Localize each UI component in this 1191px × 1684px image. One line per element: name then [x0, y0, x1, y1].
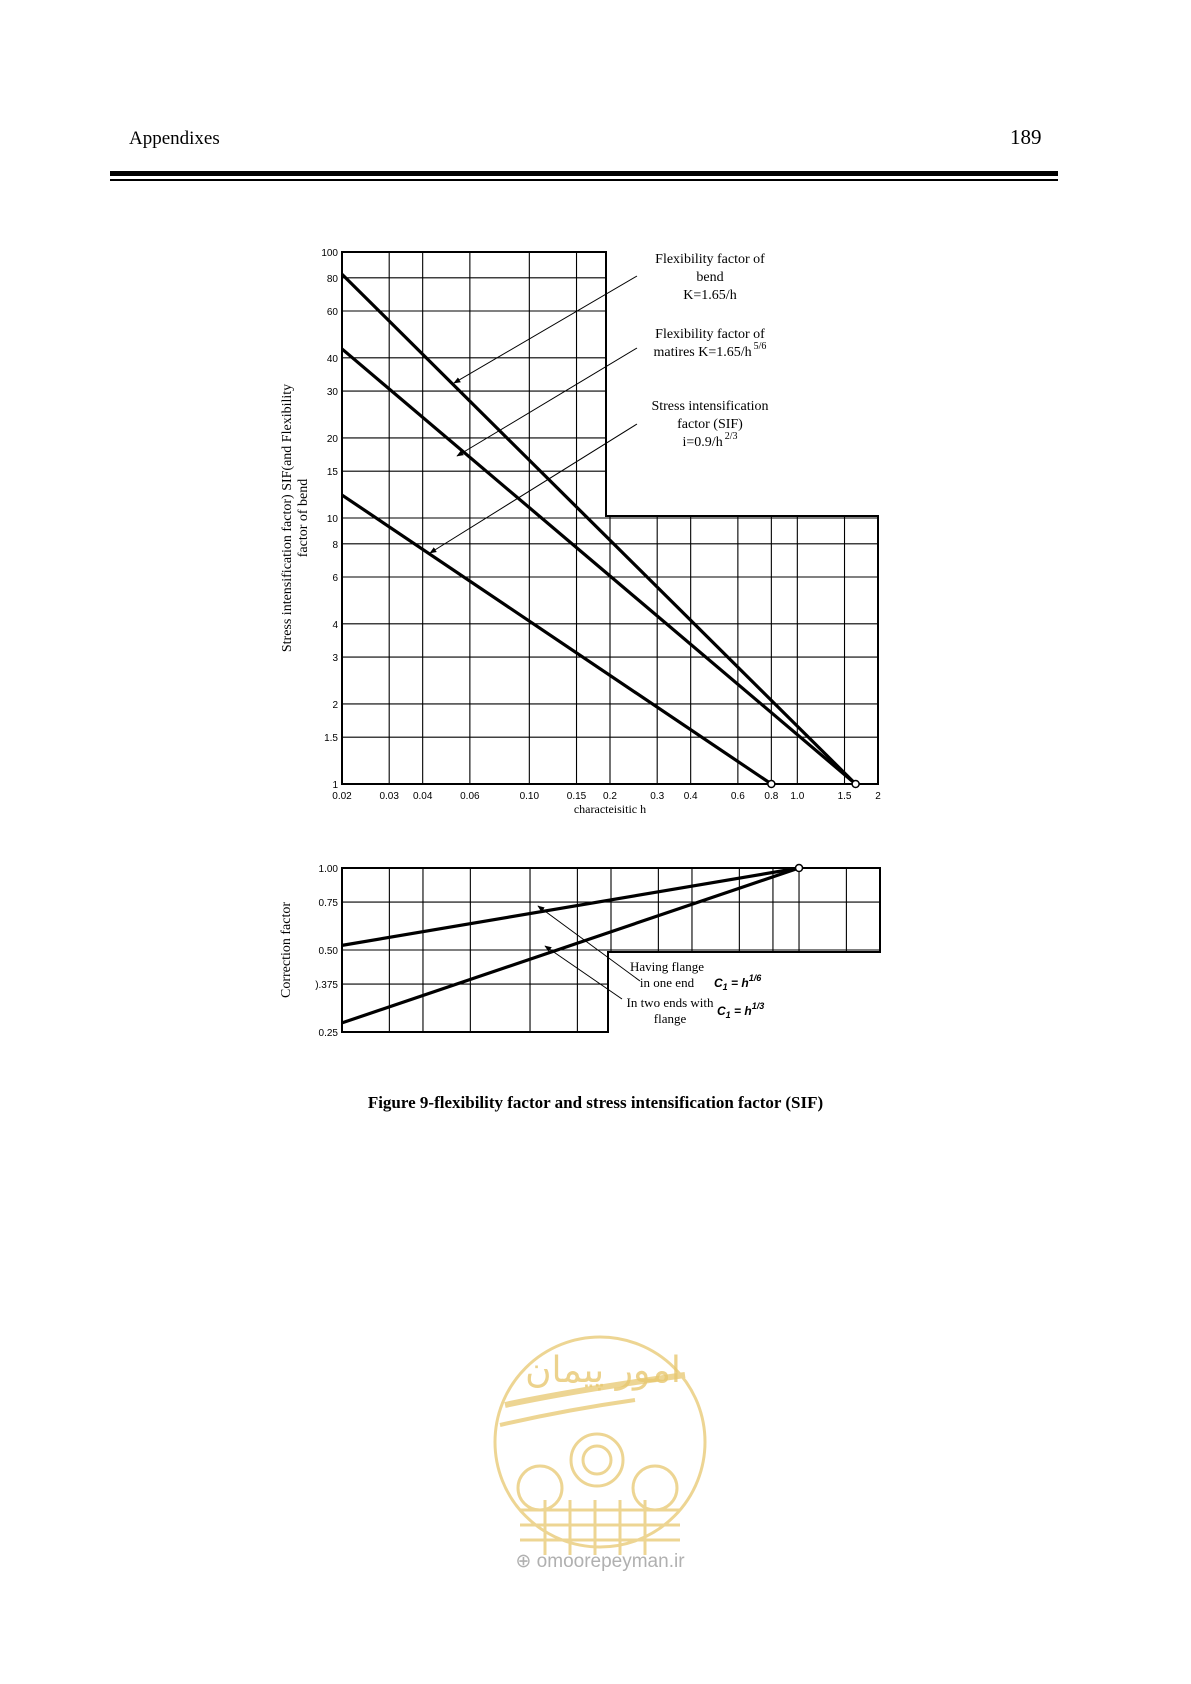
series-sif [342, 495, 771, 784]
main-grid [342, 252, 878, 784]
correction-formula: $C_1 = h^{1/6}$ [714, 973, 762, 992]
series-flange-one-end [342, 868, 799, 945]
main-annotation-arrow [457, 348, 637, 456]
main-x-tick-label: 1.0 [790, 791, 805, 802]
main-annotation [454, 252, 765, 383]
main-y-tick-label: 100 [321, 248, 338, 259]
main-x-tick-label: 0.10 [519, 791, 540, 802]
main-y-tick-label: 80 [326, 273, 338, 285]
globe-icon: ⊕ [515, 1551, 532, 1572]
correction-formula-body: = h [730, 1004, 752, 1018]
correction-y-tick-label: 0.50 [318, 946, 338, 957]
main-y-tick-label: 1 [332, 780, 338, 791]
series-end-marker [768, 781, 775, 788]
main-x-tick-label: 0.2 [603, 791, 617, 802]
main-x-tick-label: 0.06 [460, 791, 480, 802]
series-flange-two-ends [342, 868, 799, 1023]
correction-formula-superscript: 1/3 [751, 1001, 765, 1011]
correction-y-tick-label: ).375 [315, 980, 338, 992]
main-annotation-text: matires K=1.65/h $^{5/6}$ [653, 341, 767, 360]
correction-formula-subscript: 1 [722, 982, 728, 992]
main-x-tick-label: 0.02 [332, 791, 352, 802]
correction-y-axis-label-text: Correction factor [279, 901, 294, 999]
main-y-tick-label: 40 [326, 353, 338, 365]
main-annotation-text: Flexibility factor of [655, 252, 765, 267]
main-y-tick-label: 20 [326, 433, 338, 445]
correction-y-axis-label [279, 902, 294, 998]
main-x-tick-label: 0.3 [650, 791, 665, 802]
watermark-logo-text: امور پیمان [525, 1350, 681, 1391]
correction-chart [279, 864, 880, 1039]
main-x-tick-label: 0.15 [566, 791, 587, 802]
main-annotation-text: bend [696, 270, 724, 285]
main-y-tick-label: 1.5 [324, 733, 338, 745]
running-header: Appendixes [129, 128, 220, 149]
main-chart [280, 248, 881, 816]
main-annotation-superscript: 2/3 [724, 431, 738, 442]
correction-y-tick-label: 1.00 [318, 864, 338, 875]
main-y-tick-label: 8 [332, 539, 338, 551]
main-y-tick-label: 2 [332, 699, 338, 711]
main-annotation-arrow [454, 276, 637, 383]
main-x-tick-label: 2 [875, 791, 881, 802]
series-mitre-flexibility [342, 349, 856, 784]
main-annotation-text: K=1.65/h [683, 288, 737, 303]
main-y-tick-label: 10 [326, 514, 338, 525]
correction-annotation-arrow [545, 946, 622, 999]
correction-formula-subscript: 1 [725, 1010, 731, 1020]
main-annotation-text: factor (SIF) [677, 417, 743, 432]
main-y-tick-label: 30 [326, 387, 338, 399]
main-x-tick-label: 0.4 [683, 791, 698, 802]
correction-end-marker [796, 865, 803, 872]
main-x-tick-label: 0.8 [764, 791, 779, 802]
correction-formula: $C_1 = h^{1/3}$ [717, 1001, 765, 1020]
main-y-tick-label: 15 [326, 467, 338, 479]
main-annotation-text: i=0.9/h $^{2/3}$ [682, 431, 738, 450]
correction-grid [342, 868, 880, 1032]
main-y-axis-label-line1: Stress intensification factor) SIF(and Flexibility [280, 383, 295, 653]
series-end-marker [852, 781, 859, 788]
correction-annotation-arrow [538, 906, 640, 981]
main-y-axis-label-line2: factor of bend [296, 478, 311, 558]
main-y-tick-label: 6 [332, 573, 338, 585]
main-annotation-superscript: 5/6 [753, 341, 767, 352]
main-x-axis-label: characteisitic h [573, 802, 647, 816]
main-y-axis-label [280, 384, 311, 652]
correction-formula-superscript: 1/6 [748, 973, 762, 983]
correction-annotation-text: Having flange [629, 959, 705, 974]
main-y-tick-label: 3 [332, 653, 338, 665]
main-annotation-text: Stress intensification [651, 399, 769, 414]
correction-y-tick-label: 0.25 [318, 1028, 338, 1039]
main-x-tick-label: 1.5 [837, 791, 852, 802]
main-y-tick-label: 4 [332, 619, 338, 631]
watermark-site-text: omoorepeyman.ir [536, 1551, 685, 1572]
main-x-tick-label: 0.04 [412, 791, 433, 802]
series-bend-flexibility [342, 274, 856, 784]
correction-annotation-text: flange [653, 1011, 687, 1026]
main-annotation-text: Flexibility factor of [655, 327, 765, 342]
main-y-tick-label: 60 [326, 307, 338, 319]
correction-annotation-text: In two ends with [626, 995, 714, 1010]
correction-formula-body: = h [727, 976, 749, 990]
main-x-tick-label: 0.03 [379, 791, 399, 802]
main-x-tick-label: 0.6 [730, 791, 745, 802]
figure-caption: Figure 9-flexibility factor and stress intensification factor (SIF) [367, 1093, 824, 1112]
page-number: 189 [1010, 125, 1042, 149]
correction-y-tick-label: 0.75 [318, 898, 338, 910]
correction-annotation-text: in one end [639, 975, 695, 990]
watermark-site [500, 1550, 700, 1573]
